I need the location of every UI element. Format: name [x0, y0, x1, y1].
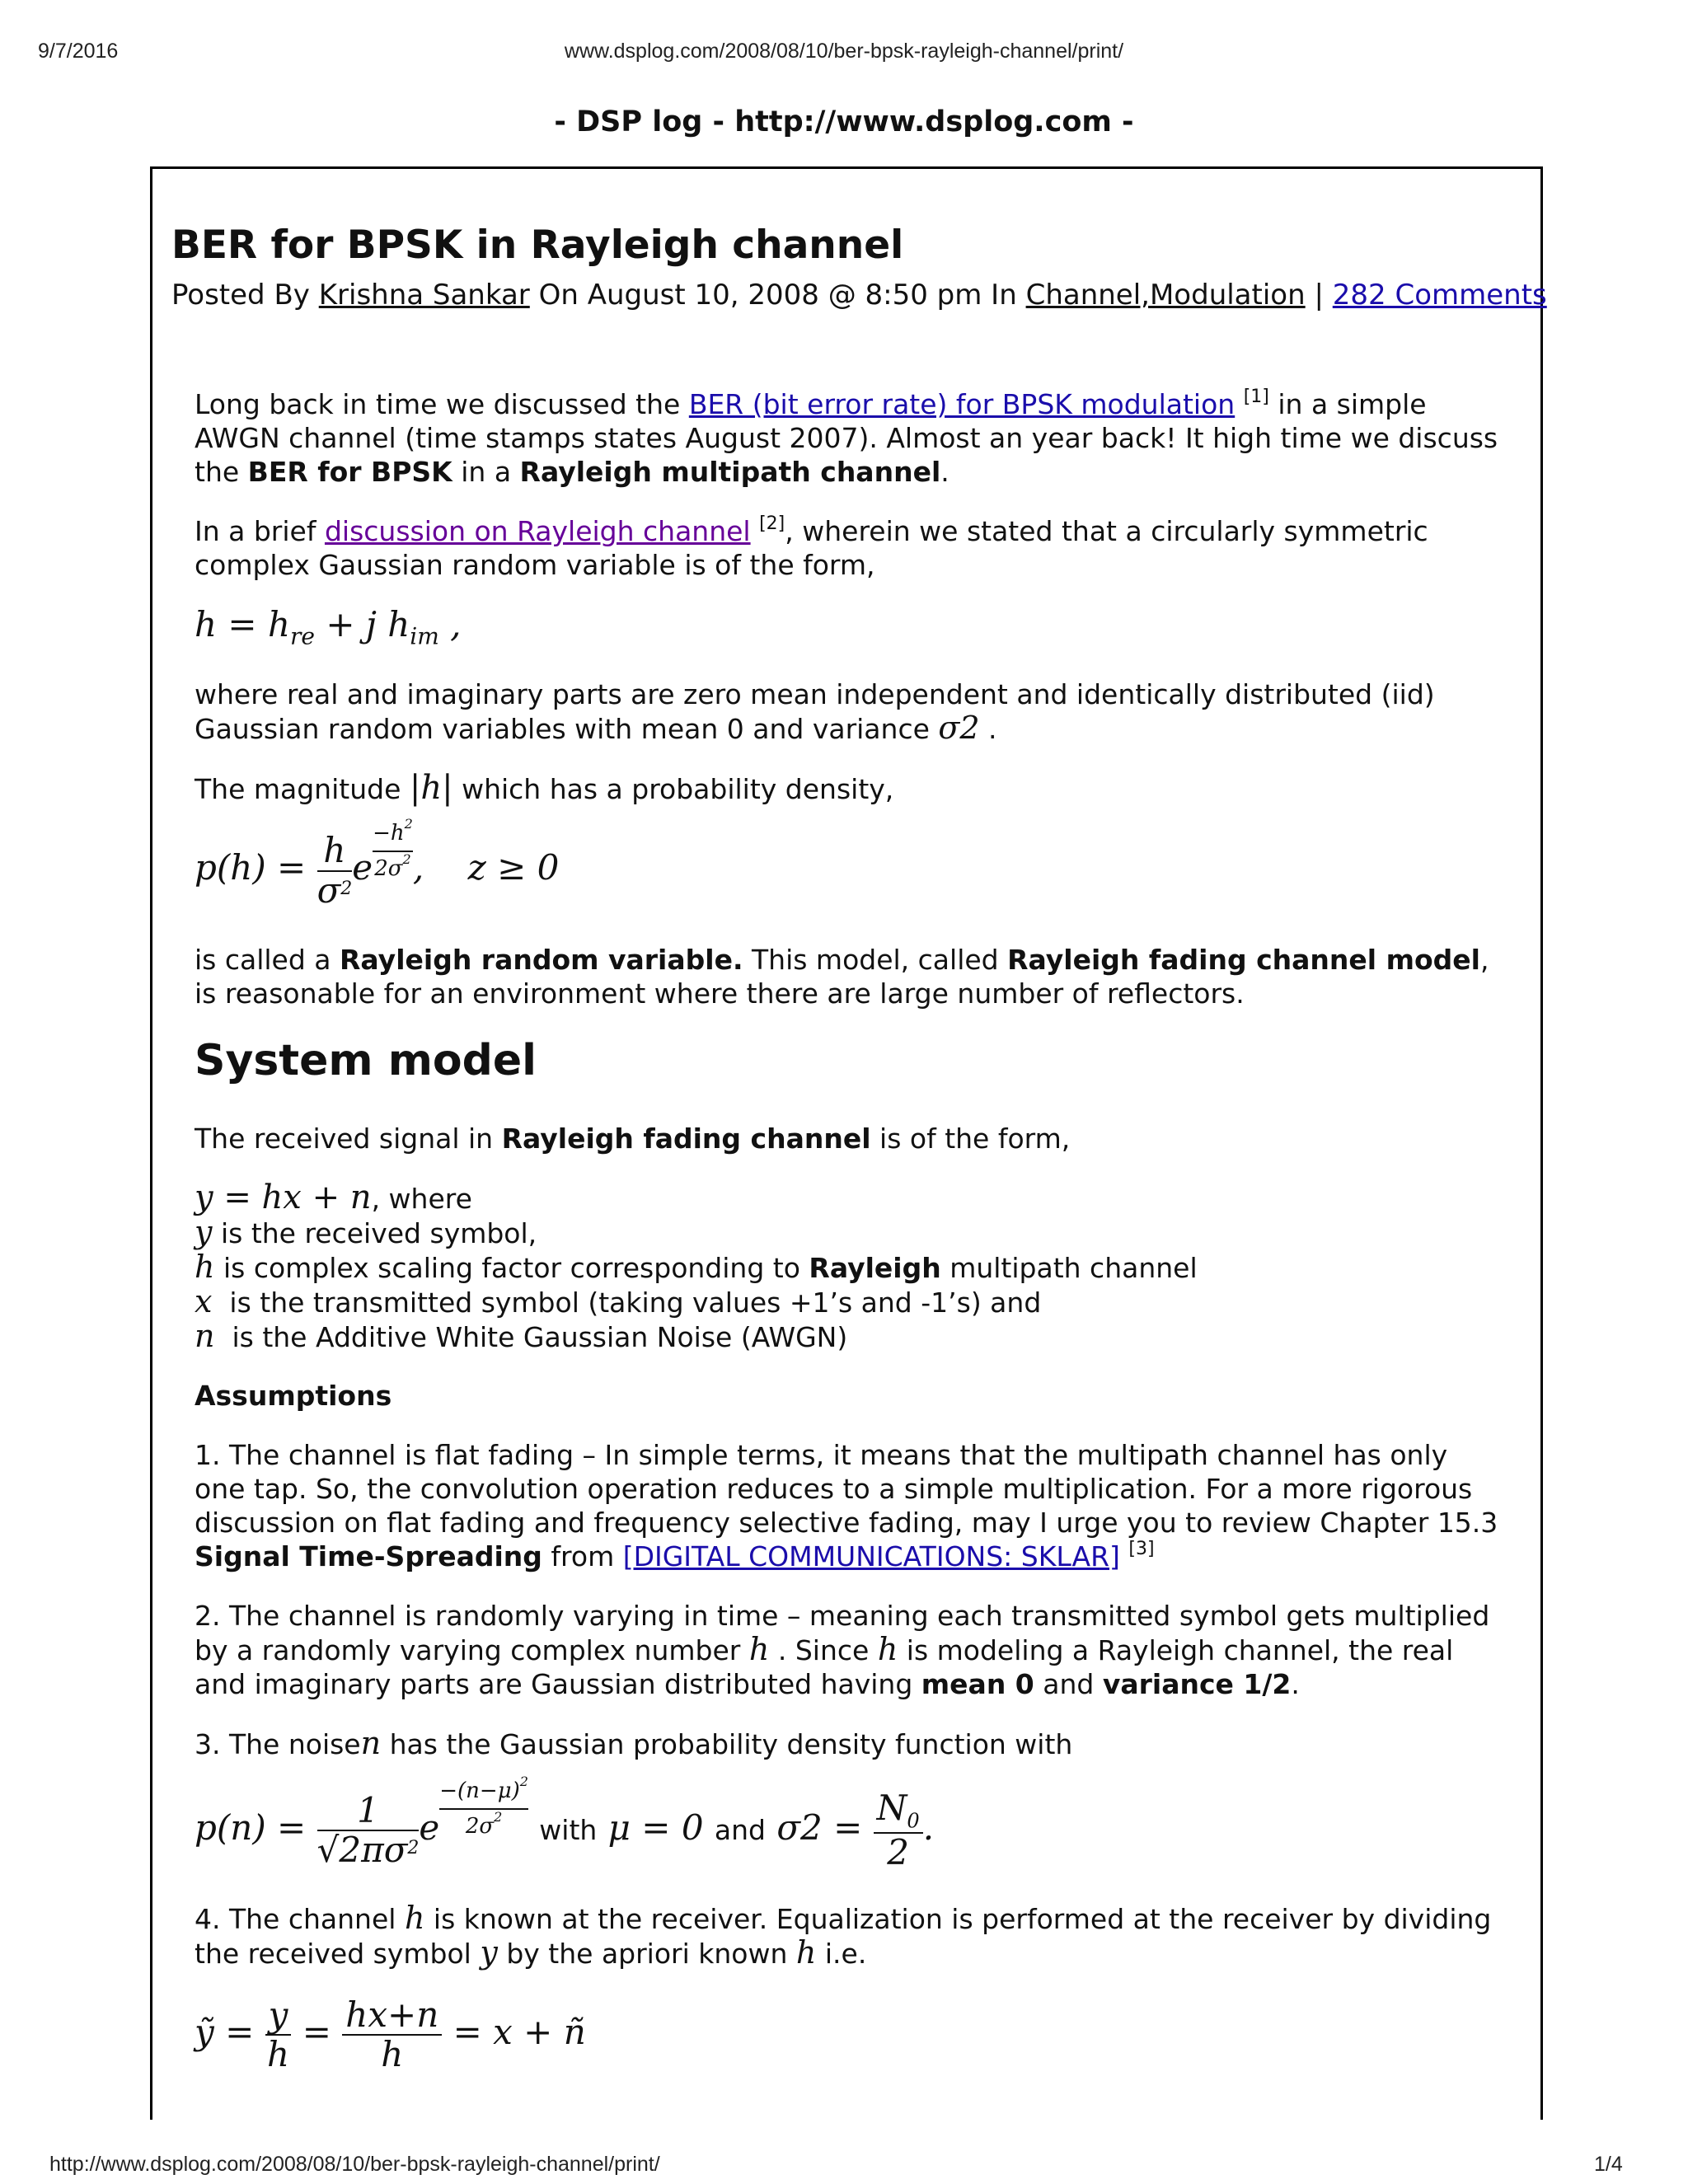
- site-title: - DSP log - http://www.dsplog.com -: [554, 105, 1134, 138]
- paragraph-rayleigh: In a brief discussion on Rayleigh channel [2], wherein we stated that a circularly symmetric complex Gaussian random variable is of the form,: [195, 513, 1428, 581]
- posted-by-label: Posted By: [171, 279, 310, 312]
- article-body: [195, 387, 1505, 2098]
- print-url-footer: http://www.dsplog.com/2008/08/10/ber-bpsk-rayleigh-channel/print/: [49, 2153, 660, 2176]
- ref-3: [3]: [1128, 1538, 1155, 1559]
- author-link[interactable]: Krishna Sankar: [318, 279, 530, 312]
- article-title: BER for BPSK in Rayleigh channel: [171, 223, 904, 268]
- equation-equalization: ỹ = $\frac{y}{h}$ = $\frac{hx+n}{h}$ = x + ñ: [195, 1994, 586, 2074]
- category-links[interactable]: Channel,Modulation: [1025, 279, 1306, 312]
- posted-date: On August 10, 2008 @ 8:50 pm In: [538, 279, 1017, 312]
- assumption-3: 3. The noisen has the Gaussian probability density function with: [195, 1724, 1073, 1761]
- assumption-1: 1. The channel is flat fading – In simple terms, it means that the multipath channel has only one tap. So, the convolution operation reduces to a simple multiplication. For a more rigorous discussion on flat fading and frequency selective fading, may I urge you to review Chapter 15.3 Signal Time-Spreading from [DIGITAL COMMUNICATIONS: SKLAR] [3]: [195, 1438, 1498, 1572]
- section-system-model: System model: [195, 1035, 537, 1085]
- rayleigh-discussion-link[interactable]: discussion on Rayleigh channel: [324, 515, 751, 547]
- paragraph-iid: where real and imaginary parts are zero mean independent and identically distributed (iid) Gaussian random variables with mean 0 and variance σ2 .: [195, 678, 1435, 747]
- paragraph-received-signal: The received signal in Rayleigh fading channel is of the form,: [195, 1122, 1071, 1155]
- system-model-definitions: y = hx + n, where y is the received symbol, h is complex scaling factor corresponding to Rayleigh multipath channel x is the transmitted symbol (taking values +1’s and -1’s) and n is the Additive White Gaussian Noise (AWGN): [195, 1178, 1198, 1354]
- page-number: 1/4: [1594, 2153, 1623, 2176]
- comments-link[interactable]: 282 Comments: [1332, 279, 1547, 312]
- ref-1: [1]: [1243, 387, 1269, 407]
- meta-separator: |: [1314, 279, 1324, 312]
- paragraph-intro: Long back in time we discussed the BER (bit error rate) for BPSK modulation [1] in a simple AWGN channel (time stamps states August 2007). Almost an year back! It high time we discuss the BER for BPSK in a Rayleigh multipath channel.: [195, 387, 1498, 488]
- assumption-2: 2. The channel is randomly varying in time – meaning each transmitted symbol gets multiplied by a randomly varying complex number h . Since h is modeling a Rayleigh channel, the real and imaginary parts are Gaussian distributed having mean 0 and variance 1/2.: [195, 1599, 1490, 1700]
- equation-gaussian-pdf: p(n) = $\frac{1}{√2\pi\sigma^2}$ e $\frac{-(n-\mu)^2}{2\sigma^2}$ with μ = 0 and σ2 = $\frac{N_0}{2}$ .: [195, 1773, 935, 1872]
- paragraph-rayleigh-variable: is called a Rayleigh random variable. This model, called Rayleigh fading channel model, is reasonable for an environment where there are large number of reflectors.: [195, 943, 1489, 1010]
- paragraph-magnitude: The magnitude |h| which has a probability density,: [195, 769, 894, 808]
- equation-h: $h = h_{re} + j$ $h_{im}$ ,: [195, 604, 462, 650]
- article-meta: [171, 279, 1547, 312]
- assumptions-heading: Assumptions: [195, 1379, 392, 1412]
- print-date: 9/7/2016: [38, 40, 119, 63]
- equation-rayleigh-pdf: p(h) = $\frac{h}{\sigma^2}$ e $\frac{-h^2}{2\sigma^2}$ , z ≥ 0: [195, 816, 560, 911]
- assumption-4: 4. The channel h is known at the receiver. Equalization is performed at the receiver by dividing the received symbol y by the apriori known h i.e.: [195, 1899, 1492, 1971]
- ref-2: [2]: [759, 513, 785, 534]
- sklar-book-link[interactable]: [DIGITAL COMMUNICATIONS: SKLAR]: [622, 1540, 1120, 1572]
- ber-bpsk-link[interactable]: BER (bit error rate) for BPSK modulation: [688, 388, 1236, 420]
- print-url-header: www.dsplog.com/2008/08/10/ber-bpsk-rayleigh-channel/print/: [564, 40, 1124, 63]
